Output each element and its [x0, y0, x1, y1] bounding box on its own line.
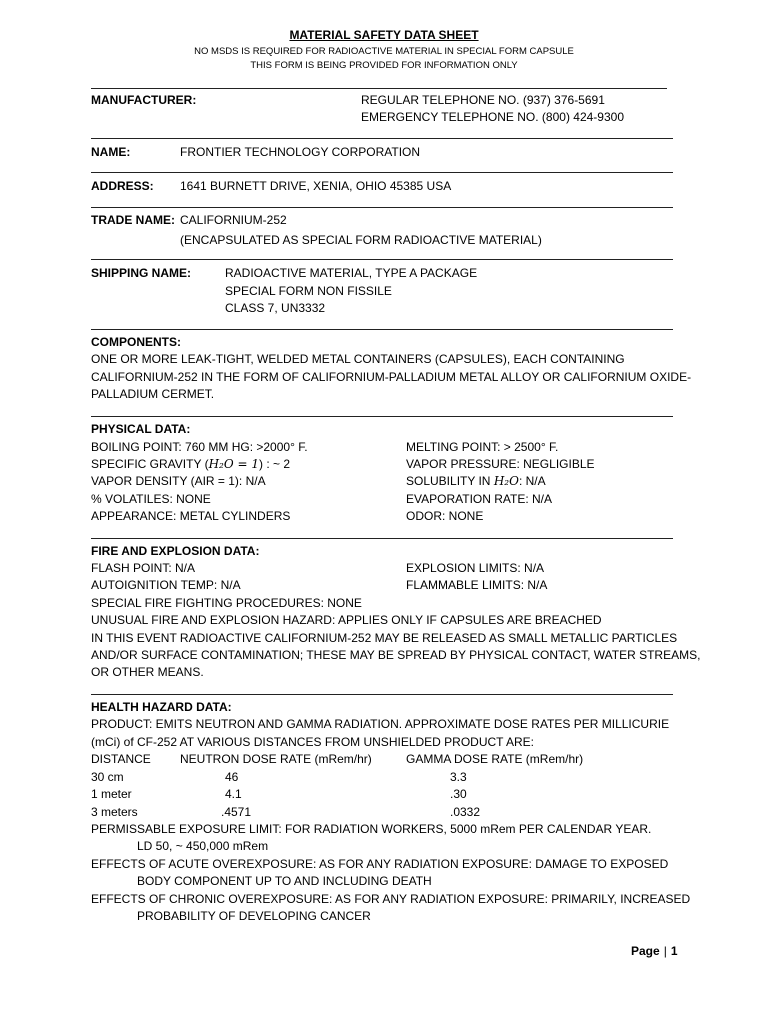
product-line-2: (mCi) of CF-252 AT VARIOUS DISTANCES FROM UNSHIELDED PRODUCT ARE:: [91, 735, 534, 749]
acute-effects-1: EFFECTS OF ACUTE OVEREXPOSURE: AS FOR ANY RADIATION EXPOSURE: DAMAGE TO EXPOSED: [91, 857, 669, 871]
address-value: 1641 BURNETT DRIVE, XENIA, OHIO 45385 USA: [180, 179, 452, 193]
flash-point: FLASH POINT: N/A: [91, 561, 196, 575]
table-cell-gamma: .0332: [450, 805, 481, 819]
shipping-name-label: SHIPPING NAME:: [91, 266, 192, 280]
water-formula: H₂O = 1: [208, 457, 260, 471]
physical-data-label: PHYSICAL DATA:: [91, 422, 191, 436]
table-cell-gamma: 3.3: [450, 770, 467, 784]
solubility-label: SOLUBILITY IN: [406, 474, 494, 488]
table-header-neutron: NEUTRON DOSE RATE (mRem/hr): [180, 752, 372, 766]
specific-gravity-label: SPECIFIC GRAVITY (: [91, 457, 209, 471]
shipping-line-3: CLASS 7, UN3332: [225, 301, 326, 315]
shipping-line-2: SPECIAL FORM NON FISSILE: [225, 284, 392, 298]
divider: [91, 259, 673, 260]
emergency-phone: EMERGENCY TELEPHONE NO. (800) 424-9300: [361, 110, 624, 124]
trade-name-value: CALIFORNIUM-252: [180, 213, 287, 227]
divider: [91, 138, 673, 139]
table-header-gamma: GAMMA DOSE RATE (mRem/hr): [406, 752, 584, 766]
table-cell-neutron: 46: [225, 770, 239, 784]
name-label: NAME:: [91, 145, 131, 159]
boiling-point: BOILING POINT: 760 MM HG: >2000° F.: [91, 440, 308, 454]
divider: [91, 329, 673, 330]
name-value: FRONTIER TECHNOLOGY CORPORATION: [180, 145, 421, 159]
components-line-3: PALLADIUM CERMET.: [91, 387, 215, 401]
page-separator: |: [663, 944, 667, 958]
page-footer: [631, 944, 678, 958]
table-cell-gamma: .30: [450, 787, 467, 801]
specific-gravity-value: ) : ~ 2: [259, 457, 291, 471]
water-formula: H₂O: [493, 474, 519, 488]
appearance: APPEARANCE: METAL CYLINDERS: [91, 509, 291, 523]
health-data-label: HEALTH HAZARD DATA:: [91, 700, 232, 714]
header-note-1: NO MSDS IS REQUIRED FOR RADIOACTIVE MATERIAL IN SPECIAL FORM CAPSULE: [194, 46, 574, 57]
trade-name-label: TRADE NAME:: [91, 213, 175, 227]
solubility: [406, 474, 546, 488]
volatiles: % VOLATILES: NONE: [91, 492, 211, 506]
manufacturer-label: MANUFACTURER:: [91, 93, 197, 107]
regular-phone: REGULAR TELEPHONE NO. (937) 376-5691: [361, 93, 605, 107]
components-line-2: CALIFORNIUM-252 IN THE FORM OF CALIFORNIUM-PALLADIUM METAL ALLOY OR CALIFORNIUM OXIDE-: [91, 370, 692, 384]
specific-gravity: [91, 457, 290, 471]
chronic-effects-2: PROBABILITY OF DEVELOPING CANCER: [137, 909, 371, 923]
divider: [91, 538, 673, 539]
table-cell-neutron: .4571: [221, 805, 252, 819]
unusual-hazard: UNUSUAL FIRE AND EXPLOSION HAZARD: APPLIES ONLY IF CAPSULES ARE BREACHED: [91, 613, 602, 627]
vapor-density: VAPOR DENSITY (AIR = 1): N/A: [91, 474, 266, 488]
autoignition-temp: AUTOIGNITION TEMP: N/A: [91, 578, 241, 592]
event-line-3: OR OTHER MEANS.: [91, 665, 204, 679]
divider: [91, 172, 673, 173]
exposure-limit: PERMISSABLE EXPOSURE LIMIT: FOR RADIATION WORKERS, 5000 mRem PER CALENDAR YEAR.: [91, 822, 652, 836]
explosion-limits: EXPLOSION LIMITS: N/A: [406, 561, 545, 575]
table-cell-distance: 30 cm: [91, 770, 124, 784]
vapor-pressure: VAPOR PRESSURE: NEGLIGIBLE: [406, 457, 595, 471]
flammable-limits: FLAMMABLE LIMITS: N/A: [406, 578, 548, 592]
product-line-1: PRODUCT: EMITS NEUTRON AND GAMMA RADIATION. APPROXIMATE DOSE RATES PER MILLICURIE: [91, 717, 670, 731]
event-line-2: AND/OR SURFACE CONTAMINATION; THESE MAY BE SPREAD BY PHYSICAL CONTACT, WATER STREAMS,: [91, 648, 701, 662]
table-cell-neutron: 4.1: [225, 787, 242, 801]
fire-data-label: FIRE AND EXPLOSION DATA:: [91, 544, 260, 558]
solubility-value: : N/A: [518, 474, 546, 488]
header-note-2: THIS FORM IS BEING PROVIDED FOR INFORMATION ONLY: [250, 60, 518, 71]
address-label: ADDRESS:: [91, 179, 154, 193]
page-number: 1: [670, 944, 678, 958]
divider: [91, 88, 667, 89]
components-line-1: ONE OR MORE LEAK-TIGHT, WELDED METAL CONTAINERS (CAPSULES), EACH CONTAINING: [91, 352, 625, 366]
evaporation-rate: EVAPORATION RATE: N/A: [406, 492, 553, 506]
table-cell-distance: 1 meter: [91, 787, 132, 801]
event-line-1: IN THIS EVENT RADIOACTIVE CALIFORNIUM-252 MAY BE RELEASED AS SMALL METALLIC PARTICLES: [91, 631, 678, 645]
divider: [91, 694, 673, 695]
divider: [91, 416, 673, 417]
ld50: LD 50, ~ 450,000 mRem: [137, 839, 269, 853]
shipping-line-1: RADIOACTIVE MATERIAL, TYPE A PACKAGE: [225, 266, 478, 280]
acute-effects-2: BODY COMPONENT UP TO AND INCLUDING DEATH: [137, 874, 432, 888]
special-procedures: SPECIAL FIRE FIGHTING PROCEDURES: NONE: [91, 596, 362, 610]
melting-point: MELTING POINT: > 2500° F.: [406, 440, 559, 454]
trade-name-note: (ENCAPSULATED AS SPECIAL FORM RADIOACTIVE MATERIAL): [180, 233, 542, 247]
table-cell-distance: 3 meters: [91, 805, 138, 819]
page-label: Page: [631, 944, 660, 958]
document-title: MATERIAL SAFETY DATA SHEET: [289, 28, 479, 42]
table-header-distance: DISTANCE: [91, 752, 151, 766]
chronic-effects-1: EFFECTS OF CHRONIC OVEREXPOSURE: AS FOR ANY RADIATION EXPOSURE: PRIMARILY, INCREASED: [91, 892, 691, 906]
components-label: COMPONENTS:: [91, 335, 181, 349]
odor: ODOR: NONE: [406, 509, 484, 523]
divider: [91, 207, 673, 208]
